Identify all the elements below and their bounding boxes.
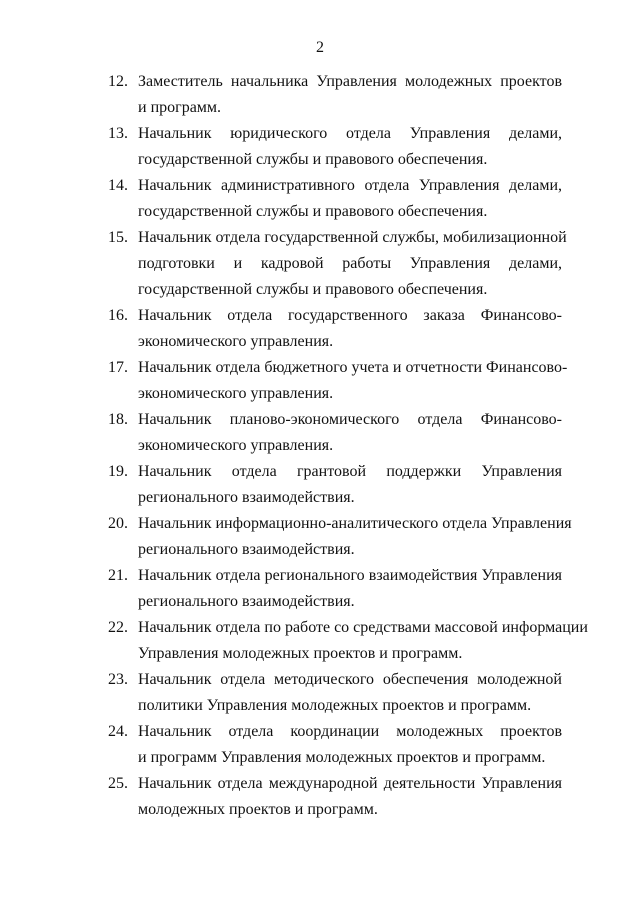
item-text-line: регионального взаимодействия.: [138, 489, 355, 506]
item-text-line: Начальник отдела регионального взаимодействия Управления: [138, 567, 562, 584]
item-text-line: Начальник отдела бюджетного учета и отчетности Финансово-: [138, 359, 568, 376]
item-text-line: Начальник отдела методического обеспечения молодежной: [138, 671, 562, 688]
item-text-line: Заместитель начальника Управления молодежных проектов: [138, 73, 562, 90]
item-text-line: экономического управления.: [138, 385, 334, 402]
item-text-line: Начальник юридического отдела Управления делами,: [138, 125, 562, 142]
item-text-line: Начальник планово-экономического отдела Финансово-: [138, 411, 562, 428]
list-item-20: [0, 511, 640, 563]
list-item-15: [0, 225, 640, 303]
item-text-line: Начальник отдела по работе со средствами массовой информации: [138, 619, 588, 636]
item-text-line: подготовки и кадровой работы Управления делами,: [138, 255, 562, 272]
item-text-line: Начальник отдела грантовой поддержки Управления: [138, 463, 562, 480]
list-item-21: [0, 563, 640, 615]
item-number: 13.: [108, 125, 128, 142]
page-number: 2: [316, 39, 324, 56]
item-number: 24.: [108, 723, 128, 740]
item-text-line: экономического управления.: [138, 437, 334, 454]
item-text-line: Начальник информационно-аналитического отдела Управления: [138, 515, 572, 532]
item-text-line: Начальник отдела международной деятельности Управления: [138, 775, 562, 792]
item-number: 17.: [108, 359, 128, 376]
item-text-line: политики Управления молодежных проектов и программ.: [138, 697, 532, 714]
item-number: 12.: [108, 73, 128, 90]
item-number: 19.: [108, 463, 128, 480]
list-item-17: [0, 355, 640, 407]
item-text-line: регионального взаимодействия.: [138, 541, 355, 558]
item-text-line: Начальник административного отдела Управления делами,: [138, 177, 562, 194]
item-number: 20.: [108, 515, 128, 532]
item-text-line: и программ Управления молодежных проектов и программ.: [138, 749, 546, 766]
list-item-14: [0, 173, 640, 225]
list-item-24: [0, 719, 640, 771]
item-number: 16.: [108, 307, 128, 324]
item-text-line: молодежных проектов и программ.: [138, 801, 378, 818]
item-text-line: регионального взаимодействия.: [138, 593, 355, 610]
item-number: 23.: [108, 671, 128, 688]
item-number: 25.: [108, 775, 128, 792]
item-text-line: государственной службы и правового обеспечения.: [138, 151, 488, 168]
item-text-line: государственной службы и правового обеспечения.: [138, 281, 488, 298]
item-text-line: Начальник отдела государственной службы, мобилизационной: [138, 229, 567, 246]
item-text-line: и программ.: [138, 99, 222, 116]
list-item-13: [0, 121, 640, 173]
list-item-19: [0, 459, 640, 511]
item-number: 15.: [108, 229, 128, 246]
item-number: 14.: [108, 177, 128, 194]
item-text-line: Управления молодежных проектов и программ.: [138, 645, 463, 662]
item-text-line: экономического управления.: [138, 333, 334, 350]
list-item-22: [0, 615, 640, 667]
list-item-18: [0, 407, 640, 459]
item-number: 21.: [108, 567, 128, 584]
item-number: 18.: [108, 411, 128, 428]
item-text-line: Начальник отдела координации молодежных проектов: [138, 723, 562, 740]
item-text-line: государственной службы и правового обеспечения.: [138, 203, 488, 220]
position-list: [0, 69, 640, 823]
list-item-23: [0, 667, 640, 719]
list-item-12: [0, 69, 640, 121]
list-item-16: [0, 303, 640, 355]
item-number: 22.: [108, 619, 128, 636]
item-text-line: Начальник отдела государственного заказа Финансово-: [138, 307, 562, 324]
list-item-25: [0, 771, 640, 823]
